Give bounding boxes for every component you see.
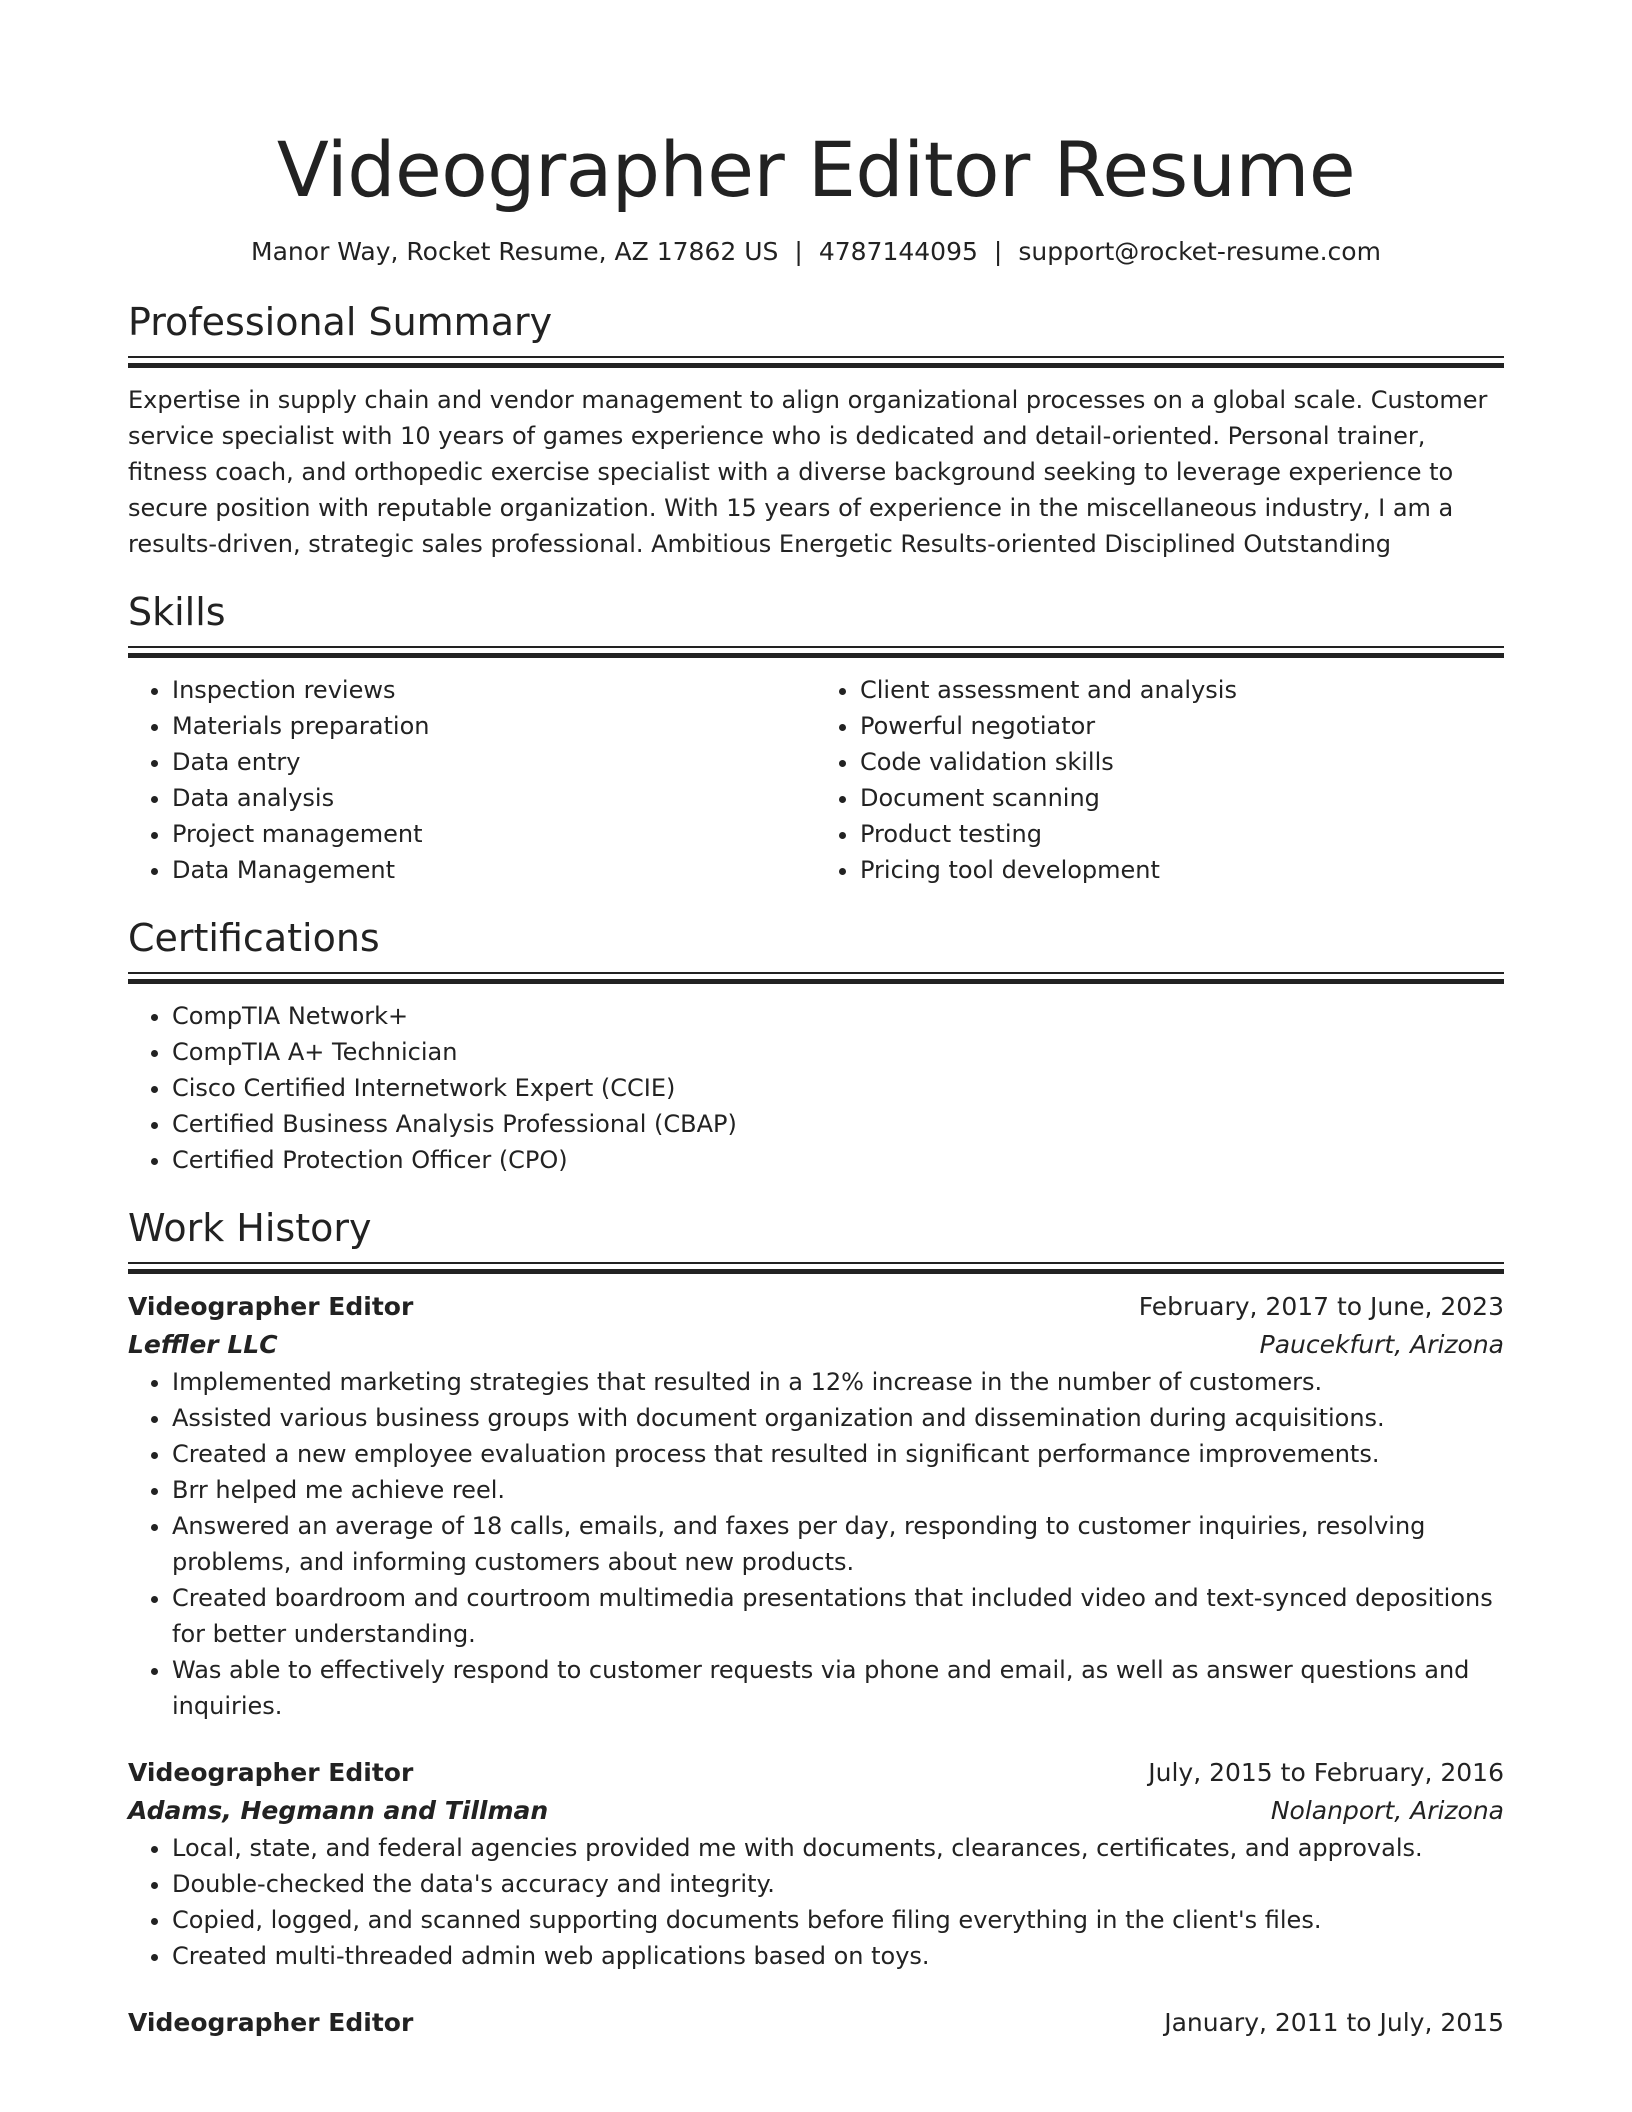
job-entry (128, 1754, 1504, 1974)
job-company-row (128, 1792, 1504, 1830)
contact-separator: | (794, 237, 803, 266)
contact-email: support@rocket-resume.com (1018, 237, 1381, 266)
job-bullet: • Implemented marketing strategies that resulted in a 12% increase in the number of customers. (172, 1364, 1504, 1400)
job-bullet: • Created boardroom and courtroom multimedia presentations that included video and text-synced depositions for better understanding. (172, 1580, 1504, 1652)
contact-phone: 4787144095 (818, 237, 978, 266)
job-entry (128, 2004, 1504, 2042)
section-heading-certifications: Certifications (128, 916, 380, 960)
certifications-section (128, 914, 1504, 1178)
skills-left-list (128, 672, 816, 888)
job-header-row (128, 1754, 1504, 1792)
section-divider (128, 1262, 1504, 1274)
job-company-row (128, 1326, 1504, 1364)
skills-section (128, 588, 1504, 888)
job-title: Videographer Editor (128, 1292, 414, 1321)
certification-item: • Certified Protection Officer (CPO) (172, 1142, 1504, 1178)
job-bullet: • Brr helped me achieve reel. (172, 1472, 1504, 1508)
resume-page (128, 0, 1504, 2042)
job-bullet-list (128, 1830, 1504, 1974)
job-dates: February, 2017 to June, 2023 (1138, 1292, 1504, 1321)
skill-item: • Code validation skills (860, 744, 1504, 780)
contact-line (128, 236, 1504, 268)
job-bullet: • Created a new employee evaluation process that resulted in significant performance improvements. (172, 1436, 1504, 1472)
certification-item: • Cisco Certified Internetwork Expert (CCIE) (172, 1070, 1504, 1106)
job-bullet-list (128, 1364, 1504, 1724)
job-bullet: • Was able to effectively respond to customer requests via phone and email, as well as answer questions and inquiries. (172, 1652, 1504, 1724)
skill-item: • Data entry (172, 744, 816, 780)
job-bullet: • Assisted various business groups with document organization and dissemination during acquisitions. (172, 1400, 1504, 1436)
job-title: Videographer Editor (128, 1758, 414, 1787)
job-dates: July, 2015 to February, 2016 (1148, 1758, 1504, 1787)
job-bullet: • Double-checked the data's accuracy and integrity. (172, 1866, 1504, 1902)
section-divider (128, 646, 1504, 658)
job-bullet: • Answered an average of 18 calls, emails, and faxes per day, responding to customer inquiries, resolving problems, and informing customers about new products. (172, 1508, 1504, 1580)
job-header-row (128, 2004, 1504, 2042)
certifications-list (128, 998, 1504, 1178)
skill-item: • Data Management (172, 852, 816, 888)
certification-item: • Certified Business Analysis Professional (CBAP) (172, 1106, 1504, 1142)
job-title: Videographer Editor (128, 2008, 414, 2037)
job-bullet: • Created multi-threaded admin web applications based on toys. (172, 1938, 1504, 1974)
section-heading-summary: Professional Summary (128, 300, 553, 344)
job-bullet: • Local, state, and federal agencies provided me with documents, clearances, certificates, and approvals. (172, 1830, 1504, 1866)
skill-item: • Materials preparation (172, 708, 816, 744)
contact-address: Manor Way, Rocket Resume, AZ 17862 US (251, 237, 779, 266)
certification-item: • CompTIA A+ Technician (172, 1034, 1504, 1070)
skill-item: • Data analysis (172, 780, 816, 816)
job-bullet: • Copied, logged, and scanned supporting documents before filing everything in the client's files. (172, 1902, 1504, 1938)
skills-right-list (816, 672, 1504, 888)
skill-item: • Document scanning (860, 780, 1504, 816)
job-company: Adams, Hegmann and Tillman (128, 1796, 549, 1825)
skill-item: • Powerful negotiator (860, 708, 1504, 744)
skill-item: • Product testing (860, 816, 1504, 852)
section-heading-work-history: Work History (128, 1206, 372, 1250)
job-company: Leffler LLC (128, 1330, 278, 1359)
skills-columns (128, 672, 1504, 888)
job-location: Paucekfurt, Arizona (1259, 1330, 1504, 1359)
skill-item: • Pricing tool development (860, 852, 1504, 888)
job-entry (128, 1288, 1504, 1724)
work-history-section (128, 1204, 1504, 2042)
section-divider (128, 356, 1504, 368)
resume-title: Videographer Editor Resume (276, 125, 1356, 214)
skill-item: • Project management (172, 816, 816, 852)
section-heading-skills: Skills (128, 590, 226, 634)
job-header-row (128, 1288, 1504, 1326)
job-dates: January, 2011 to July, 2015 (1164, 2008, 1504, 2037)
contact-separator: | (993, 237, 1003, 266)
summary-section (128, 298, 1504, 562)
certification-item: • CompTIA Network+ (172, 998, 1504, 1034)
job-location: Nolanport, Arizona (1270, 1796, 1504, 1825)
skill-item: • Client assessment and analysis (860, 672, 1504, 708)
summary-text: Expertise in supply chain and vendor management to align organizational processes on a global scale. Customer service specialist with 10 years of games experience who is dedicated and detail-oriented. Personal trainer, fitness coach, and orthopedic exercise specialist with a diverse background seeking to leverage experience to secure position with reputable organization. With 15 years of experience in the miscellaneous industry, I am a results-driven, strategic sales professional. Ambitious Energetic Results-oriented Disciplined Outstanding (128, 386, 1488, 558)
section-divider (128, 972, 1504, 984)
skill-item: • Inspection reviews (172, 672, 816, 708)
